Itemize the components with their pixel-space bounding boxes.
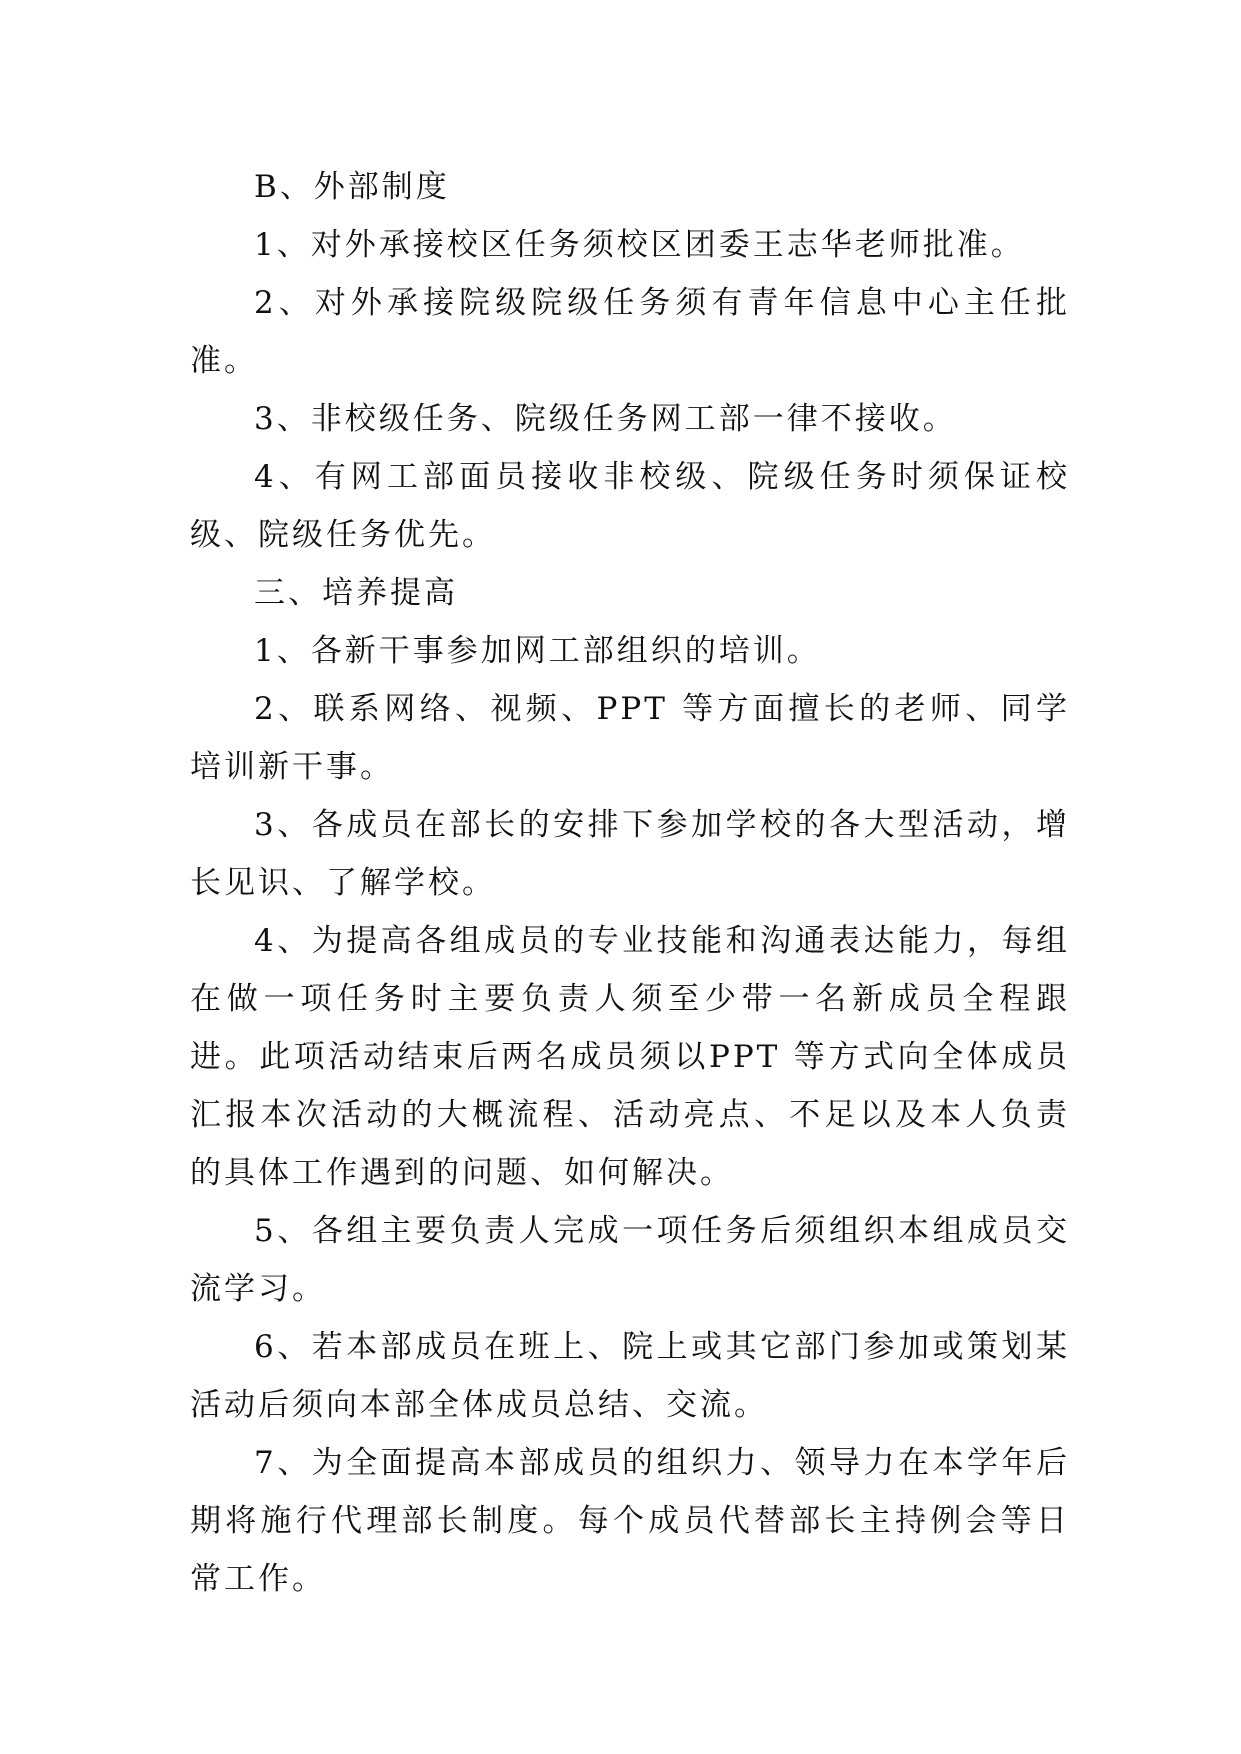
document-body [190, 158, 1070, 1608]
paragraph-rule-1: 1、对外承接校区任务须校区团委王志华老师批准。 [254, 227, 1025, 263]
paragraph-rule-4: 4、有网工部面员接收非校级、院级任务时须保证校级、院级任务优先。 [190, 459, 1070, 553]
section-heading-training: 三、培养提高 [254, 575, 458, 611]
paragraph-training-1: 1、各新干事参加网工部组织的培训。 [254, 633, 821, 669]
paragraph-training-2: 2、联系网络、视频、PPT 等方面擅长的老师、同学培训新干事。 [190, 691, 1070, 785]
paragraph-rule-3: 3、非校级任务、院级任务网工部一律不接收。 [254, 401, 957, 437]
paragraph-training-7: 7、为全面提高本部成员的组织力、领导力在本学年后期将施行代理部长制度。每个成员代替部长主持例会等日常工作。 [190, 1445, 1070, 1597]
paragraph-training-5: 5、各组主要负责人完成一项任务后须组织本组成员交流学习。 [190, 1213, 1070, 1307]
paragraph-rule-2: 2、对外承接院级院级任务须有青年信息中心主任批准。 [190, 285, 1070, 379]
section-heading-external-rules: B、外部制度 [254, 169, 450, 205]
paragraph-training-6: 6、若本部成员在班上、院上或其它部门参加或策划某活动后须向本部全体成员总结、交流。 [190, 1329, 1070, 1423]
paragraph-training-3: 3、各成员在部长的安排下参加学校的各大型活动，增长见识、了解学校。 [190, 807, 1070, 901]
paragraph-training-4: 4、为提高各组成员的专业技能和沟通表达能力，每组在做一项任务时主要负责人须至少带一名新成员全程跟进。此项活动结束后两名成员须以PPT 等方式向全体成员汇报本次活动的大概流程、活动亮点、不足以及本人负责的具体工作遇到的问题、如何解决。 [190, 923, 1070, 1191]
